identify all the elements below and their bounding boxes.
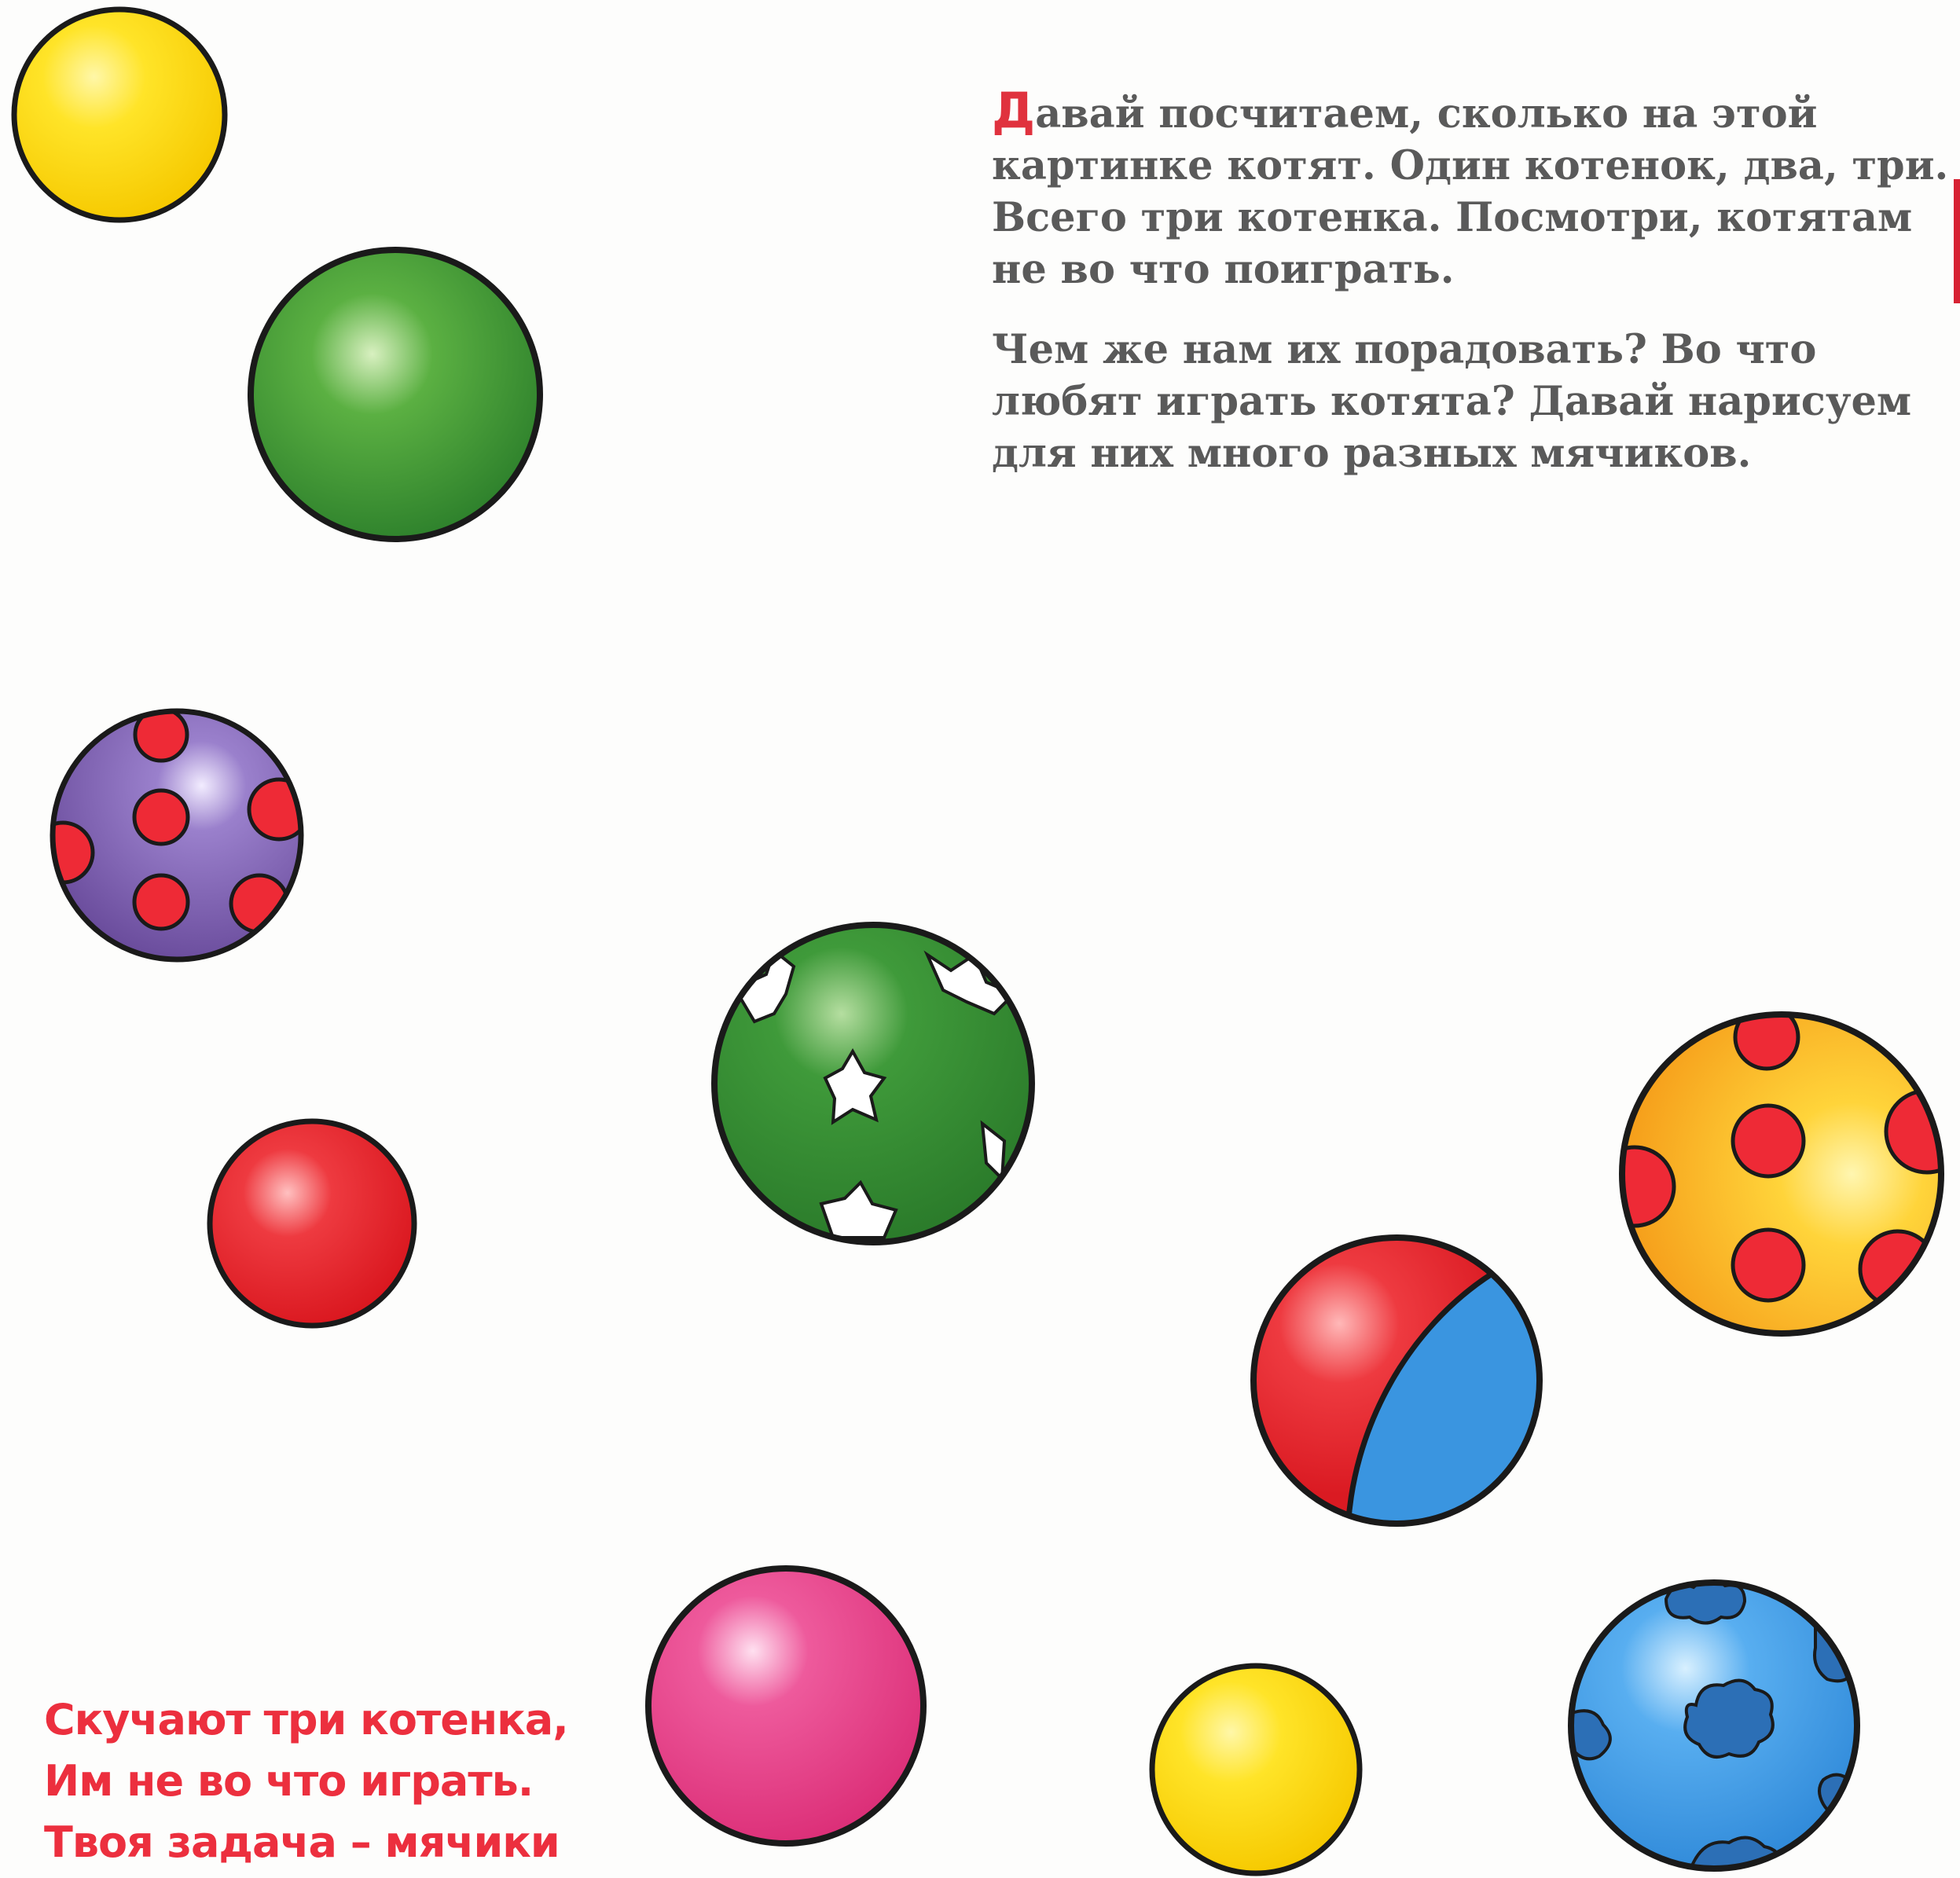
intro-paragraph-1 [992, 82, 1960, 295]
green-ball [251, 250, 540, 539]
poem-line: Твоя задача – мячики [44, 1817, 560, 1867]
dropcap-letter: Д [992, 82, 1036, 139]
poem-line: Им не во что играть. [44, 1756, 534, 1806]
page-edge-tab [1954, 179, 1960, 303]
yellow-ball [14, 9, 225, 220]
red-ball [210, 1121, 414, 1326]
poem [44, 1689, 594, 1873]
blue-flower-ball [1571, 1579, 1861, 1878]
green-star-ball [714, 925, 1032, 1242]
purple-dotted-ball [33, 709, 309, 959]
orange-dotted-ball [1595, 1006, 1960, 1333]
intro-paragraph-2: Чем же нам их порадовать? Во что любят играть котята? Давай нарисуем для них много разных мячиков. [992, 326, 1912, 477]
poem-line: Скучают три котенка, [44, 1695, 568, 1744]
pink-ball [648, 1568, 923, 1843]
intro-text [992, 82, 1960, 508]
red-blue-ball [1253, 1238, 1572, 1532]
yellow-ball-small [1152, 1666, 1360, 1873]
intro-paragraph-1-text: авай посчитаем, сколько на этой картинке котят. Один котенок, два, три. Всего три котенка. Посмотри, котятам не во что поиграть. [992, 90, 1949, 293]
